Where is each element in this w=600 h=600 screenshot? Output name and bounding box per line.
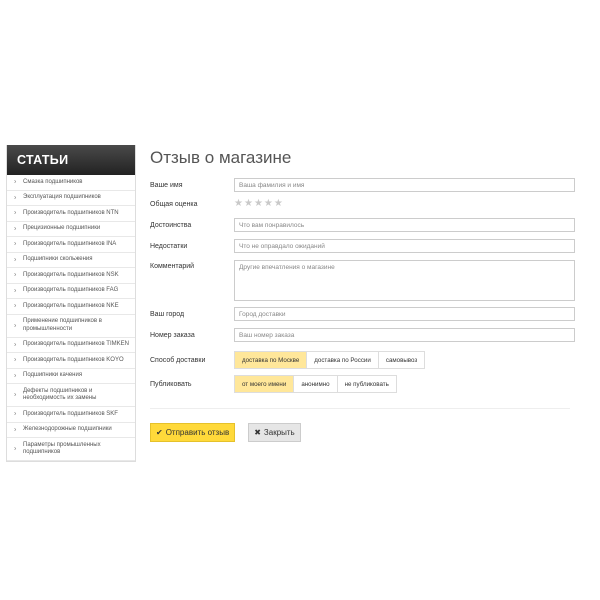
sidebar-item[interactable] <box>7 284 135 300</box>
sidebar-item[interactable] <box>7 338 135 354</box>
delivery-option-russia[interactable]: доставка по России <box>307 352 379 368</box>
chevron-right-icon: › <box>14 256 17 263</box>
pros-row <box>150 218 575 232</box>
sidebar-item[interactable] <box>7 369 135 385</box>
divider <box>150 408 570 409</box>
name-label: Ваше имя <box>150 181 183 189</box>
articles-sidebar <box>6 145 136 462</box>
city-label: Ваш город <box>150 310 185 318</box>
sidebar-item[interactable] <box>7 438 135 461</box>
sidebar-item-label: Производитель подшипников NTN <box>23 209 119 216</box>
cons-label: Недостатки <box>150 242 188 250</box>
sidebar-item-label: Прецизионные подшипники <box>23 225 101 231</box>
sidebar-item-label: Производитель подшипников SKF <box>23 410 118 417</box>
sidebar-item[interactable] <box>7 315 135 338</box>
star-icon[interactable]: ★ <box>253 198 263 209</box>
sidebar-item-label: Параметры промышленных подшипников <box>23 441 101 455</box>
sidebar-item-label: Дефекты подшипников и необходимость их замены <box>23 387 97 401</box>
comment-label: Комментарий <box>150 263 195 270</box>
sidebar-item-label: Применение подшипников в промышленности <box>23 318 102 332</box>
sidebar-item-label: Производитель подшипников NSK <box>23 271 119 278</box>
sidebar-item-label: Железнодорожные подшипники <box>23 426 112 432</box>
sidebar-title: СТАТЬИ <box>7 145 135 175</box>
chevron-right-icon: › <box>14 194 17 201</box>
publish-option-own-name[interactable]: от моего имени <box>235 376 294 392</box>
sidebar-item[interactable] <box>7 268 135 284</box>
chevron-right-icon: › <box>14 356 17 364</box>
sidebar-item[interactable] <box>7 191 135 207</box>
page-title: Отзыв о магазине <box>150 148 292 167</box>
sidebar-item[interactable] <box>7 222 135 238</box>
star-icon[interactable]: ★ <box>273 198 283 209</box>
sidebar-item-label: Смазка подшипников <box>23 178 83 185</box>
delivery-option-pickup[interactable]: самовывоз <box>379 352 424 368</box>
chevron-right-icon: › <box>14 240 17 248</box>
star-icon[interactable]: ★ <box>234 198 243 209</box>
city-row <box>150 307 575 321</box>
sidebar-item[interactable] <box>7 423 135 439</box>
rating-stars <box>234 199 283 209</box>
sidebar-item[interactable] <box>7 237 135 253</box>
star-icon[interactable]: ★ <box>243 198 253 209</box>
sidebar-item-label: Производитель подшипников NKE <box>23 302 119 309</box>
publish-options <box>234 375 397 393</box>
order-number-field[interactable]: Ваш номер заказа <box>234 328 575 342</box>
sidebar-item-label: Подшипники скольжения <box>23 256 93 262</box>
sidebar-item-label: Производитель подшипников FAG <box>23 287 119 293</box>
chevron-right-icon: › <box>14 410 17 418</box>
sidebar-item-label: Производитель подшипников KOYO <box>23 356 124 363</box>
publish-option-anonymous[interactable]: анонимно <box>294 376 337 392</box>
delivery-row <box>150 351 575 369</box>
publish-label: Публиковать <box>150 380 192 388</box>
submit-label: Отправить отзыв <box>165 428 230 437</box>
chevron-right-icon: › <box>14 391 17 399</box>
chevron-right-icon: › <box>14 426 17 433</box>
sidebar-item[interactable] <box>7 175 135 191</box>
form-actions <box>150 423 575 442</box>
cons-row <box>150 239 575 253</box>
sidebar-item[interactable] <box>7 353 135 369</box>
chevron-right-icon: › <box>14 341 17 348</box>
sidebar-item-label: Производитель подшипников INA <box>23 240 117 247</box>
chevron-right-icon: › <box>14 445 17 453</box>
pros-field[interactable]: Что вам понравилось <box>234 218 575 232</box>
comment-textarea[interactable]: Другие впечатления о магазине <box>234 260 575 301</box>
chevron-right-icon: › <box>14 225 17 232</box>
chevron-right-icon: › <box>14 209 17 217</box>
delivery-label: Способ доставки <box>150 356 206 364</box>
close-label: Закрыть <box>263 428 295 437</box>
sidebar-list <box>7 175 135 461</box>
close-button[interactable] <box>248 423 301 442</box>
chevron-right-icon: › <box>14 178 17 186</box>
delivery-options <box>234 351 425 369</box>
publish-row <box>150 375 575 393</box>
rating-label: Общая оценка <box>150 200 198 208</box>
checkmark-icon: ✔ <box>156 428 163 437</box>
sidebar-item[interactable] <box>7 206 135 222</box>
rating-row <box>150 199 575 209</box>
order-label: Номер заказа <box>150 331 195 339</box>
chevron-right-icon: › <box>14 302 17 310</box>
delivery-option-moscow[interactable]: доставка по Москве <box>235 352 307 368</box>
city-field[interactable]: Город доставки <box>234 307 575 321</box>
chevron-right-icon: › <box>14 287 17 294</box>
sidebar-item-label: Эксплуатация подшипников <box>23 194 101 200</box>
chevron-right-icon: › <box>14 321 17 329</box>
publish-option-none[interactable]: не публиковать <box>338 376 396 392</box>
sidebar-item[interactable] <box>7 299 135 315</box>
order-row <box>150 328 575 342</box>
star-icon[interactable]: ★ <box>263 198 273 209</box>
chevron-right-icon: › <box>14 372 17 379</box>
name-row <box>150 178 575 192</box>
submit-review-button[interactable] <box>150 423 235 442</box>
sidebar-item-label: Производитель подшипников TIMKEN <box>23 341 129 347</box>
cons-field[interactable]: Что не оправдало ожиданий <box>234 239 575 253</box>
sidebar-item-label: Подшипники качения <box>23 372 83 378</box>
sidebar-item[interactable] <box>7 407 135 423</box>
sidebar-item[interactable] <box>7 384 135 407</box>
close-icon: ✖ <box>254 428 261 437</box>
name-field[interactable]: Ваша фамилия и имя <box>234 178 575 192</box>
sidebar-item[interactable] <box>7 253 135 269</box>
chevron-right-icon: › <box>14 271 17 279</box>
comment-row <box>150 260 575 301</box>
pros-label: Достоинства <box>150 221 192 229</box>
review-form <box>150 145 575 442</box>
